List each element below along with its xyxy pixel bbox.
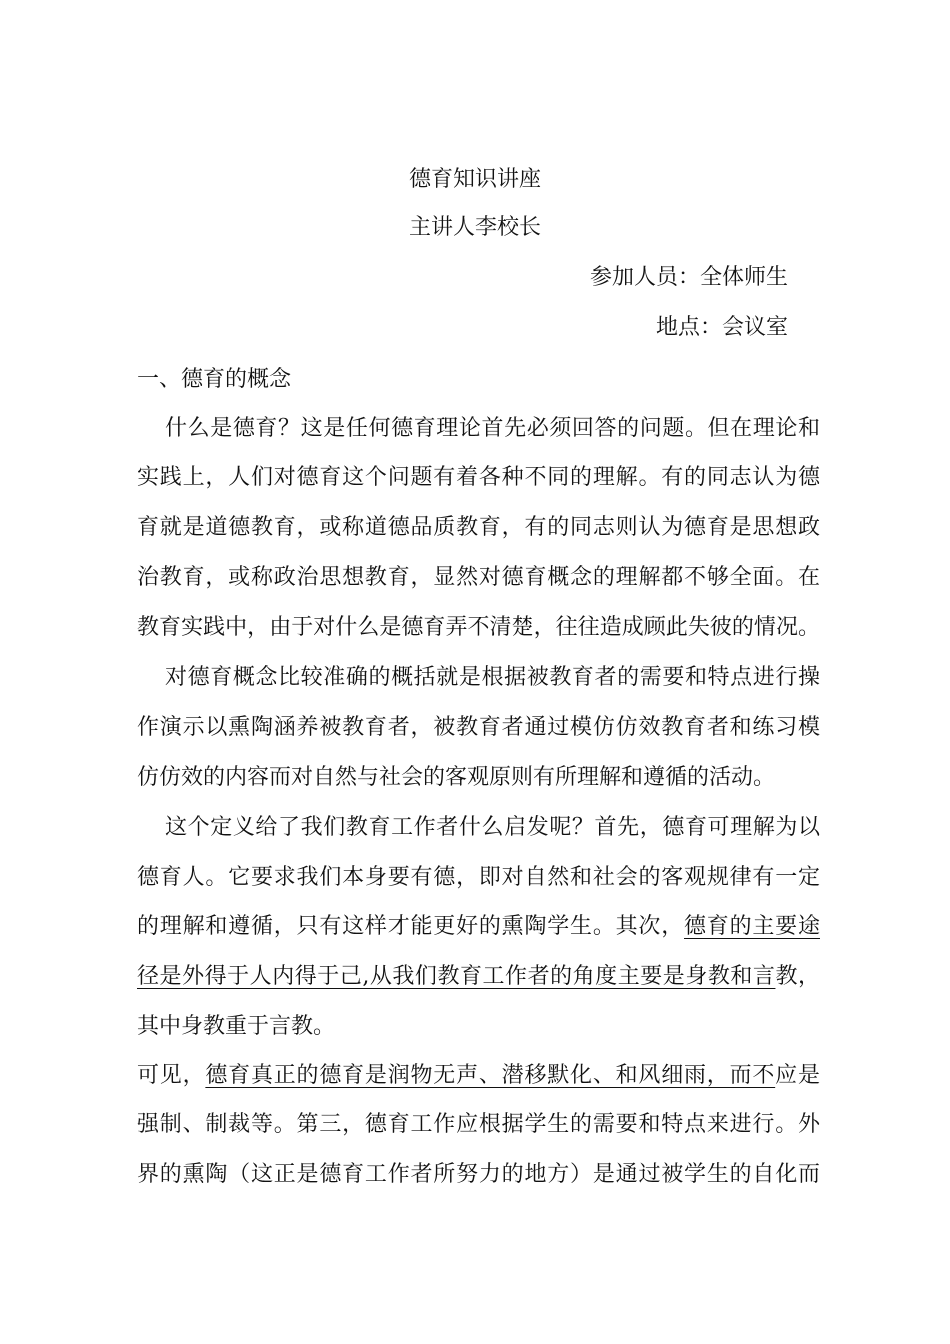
paragraph-text: 教， — [775, 964, 820, 989]
paragraph-line: 对德育概念比较准确的概括就是根据被教育者的需要和特点进行操 — [165, 665, 820, 690]
document-title: 德育知识讲座 — [408, 167, 541, 192]
section-heading: 一、德育的概念 — [137, 367, 292, 392]
underlined-text: 德育真正的德育是润物无声、潜移默化、和风细雨，而不 — [205, 1063, 776, 1088]
paragraph-line: 育就是道德教育，或称道德品质教育，有的同志则认为德育是思想政 — [137, 515, 820, 540]
paragraph-line: 德育人。它要求我们本身要有德，即对自然和社会的客观规律有一定 — [137, 865, 820, 890]
paragraph-line: 教育实践中，由于对什么是德育弄不清楚，往往造成顾此失彼的情况。 — [137, 615, 820, 640]
paragraph-line: 强制、制裁等。第三，德育工作应根据学生的需要和特点来进行。外 — [137, 1112, 820, 1137]
underlined-text: 德育的主要途 — [684, 914, 820, 939]
paragraph-line: 什么是德育？这是任何德育理论首先必须回答的问题。但在理论和 — [165, 416, 820, 441]
paragraph-text: 应是 — [775, 1063, 820, 1088]
paragraph-line: 界的熏陶（这正是德育工作者所努力的地方）是通过被学生的自化而 — [137, 1162, 820, 1187]
paragraph-line: 仿仿效的内容而对自然与社会的客观原则有所理解和遵循的活动。 — [137, 765, 776, 790]
underlined-text: 径是外得于人内得于己,从我们教育工作者的角度主要是身教和言 — [137, 964, 776, 989]
paragraph-line: 这个定义给了我们教育工作者什么启发呢？首先，德育可理解为以 — [165, 815, 820, 840]
paragraph-line — [137, 962, 820, 992]
paragraph-line: 治教育，或称政治思想教育，显然对德育概念的理解都不够全面。在 — [137, 565, 820, 590]
speaker-line: 主讲人李校长 — [408, 215, 541, 240]
location-line: 地点：会议室 — [655, 315, 788, 340]
participants-line: 参加人员：全体师生 — [589, 265, 788, 290]
paragraph-line: 实践上，人们对德育这个问题有着各种不同的理解。有的同志认为德 — [137, 465, 820, 490]
paragraph-text: 的理解和遵循，只有这样才能更好的熏陶学生。其次， — [137, 914, 685, 939]
paragraph-text: 可见， — [137, 1063, 206, 1088]
paragraph-line: 其中身教重于言教。 — [137, 1014, 336, 1039]
paragraph-line: 作演示以熏陶涵养被教育者，被教育者通过模仿仿效教育者和练习模 — [137, 715, 820, 740]
paragraph-line — [137, 1061, 820, 1091]
paragraph-line — [137, 912, 820, 942]
